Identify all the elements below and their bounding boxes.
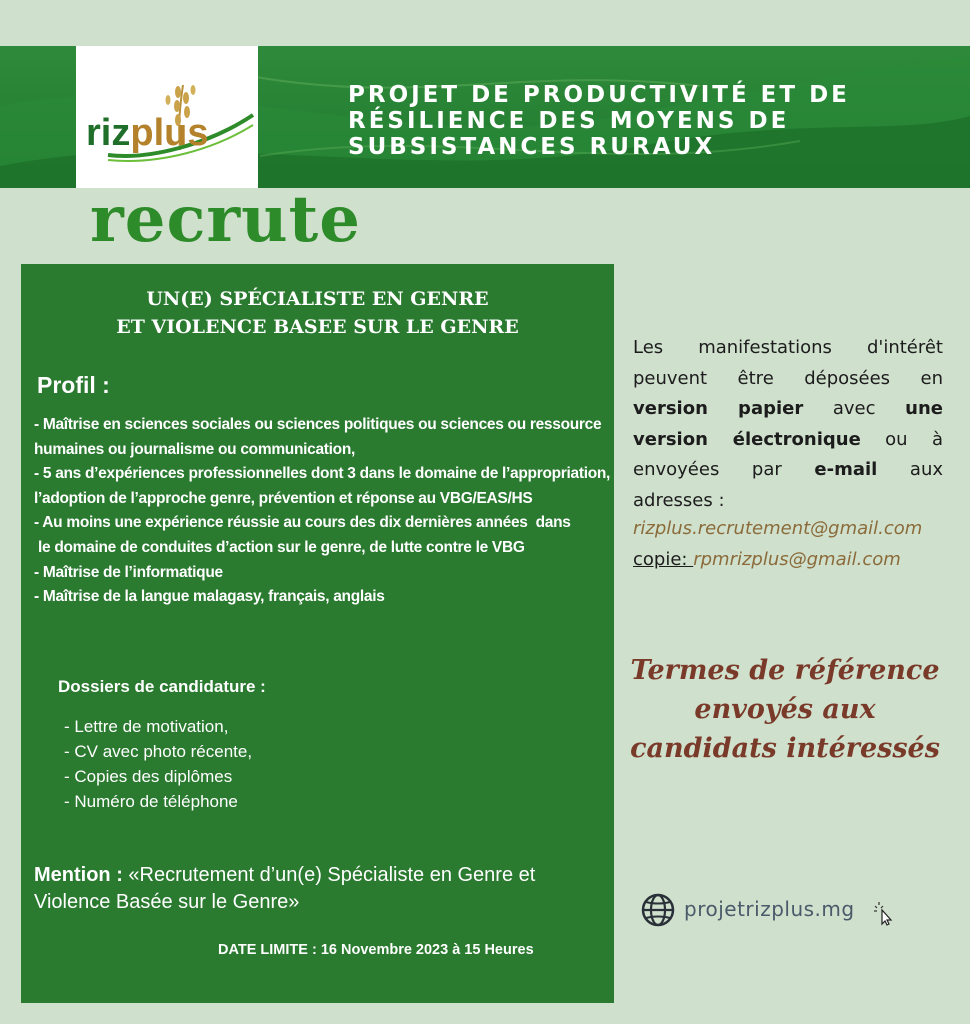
info-text: Les manifestations d'intérêt peuvent être déposées en <box>633 337 943 389</box>
profil-line: le domaine de conduites d’action sur le genre, de lutte contre le VBG <box>34 538 525 556</box>
mention-label: Mention : <box>34 864 123 886</box>
profil-line: - 5 ans d’expériences professionnelles dont 3 dans le domaine de l’appropriation, <box>34 465 611 483</box>
profil-line: l’adoption de l’approche genre, prévention et réponse au VBG/EAS/HS <box>34 489 533 507</box>
info-text: ou à envoyées par <box>633 428 943 480</box>
dossier-item: - Numéro de téléphone <box>64 792 238 811</box>
submission-info <box>633 333 943 516</box>
info-text: aux adresses : <box>633 459 943 511</box>
info-bold: une version électronique <box>633 398 943 450</box>
mention <box>34 862 609 916</box>
project-title: PROJET DE PRODUCTIVITÉ ET DE RÉSILIENCE DES MOYENS DE SUBSISTANCES RURAUX <box>348 82 850 160</box>
dossiers-list <box>64 714 252 814</box>
info-bold: version papier <box>633 398 804 419</box>
copy-label: copie: <box>633 549 694 570</box>
email-primary[interactable]: rizplus.recrutement@gmail.com <box>633 518 923 539</box>
profil-line: - Au moins une expérience réussie au cours des dix dernières années dans <box>34 514 571 532</box>
profil-line: - Maîtrise en sciences sociales ou sciences politiques ou sciences ou ressource <box>34 416 602 433</box>
profil-heading: Profil : <box>37 372 110 398</box>
profil-line: - Maîtrise de l’informatique <box>34 563 223 581</box>
logo-text: rizplus <box>86 112 209 154</box>
dossiers-heading: Dossiers de candidature : <box>58 677 266 696</box>
profil-line: humaines ou journalisme ou communication, <box>34 440 355 458</box>
website-link[interactable]: projetrizplus.mg <box>684 897 855 921</box>
profil-list <box>34 413 611 610</box>
recrute-heading: recrute <box>90 182 361 257</box>
deadline: DATE LIMITE : 16 Novembre 2023 à 15 Heures <box>218 942 534 958</box>
profil-line: - Maîtrise de la langue malagasy, français, anglais <box>34 588 385 606</box>
info-bold: e-mail <box>814 459 878 480</box>
info-text: avec <box>803 398 906 419</box>
dossier-item: - CV avec photo récente, <box>64 742 253 761</box>
termes-notice: Termes de référence envoyés aux candidats intéressés <box>630 655 940 764</box>
email-copy-line <box>633 549 901 570</box>
email-copy[interactable]: rpmrizplus@gmail.com <box>693 549 901 570</box>
globe-icon <box>641 893 675 927</box>
dossier-item: - Copies des diplômes <box>64 767 233 786</box>
job-title: UN(E) SPÉCIALISTE EN GENRE ET VIOLENCE BASEE SUR LE GENRE <box>116 288 519 338</box>
dossier-item: - Lettre de motivation, <box>64 717 229 736</box>
mention-text: «Recrutement d’un(e) Spécialiste en Genre et Violence Basée sur le Genre» <box>34 864 536 913</box>
cursor-click-icon <box>874 900 896 926</box>
